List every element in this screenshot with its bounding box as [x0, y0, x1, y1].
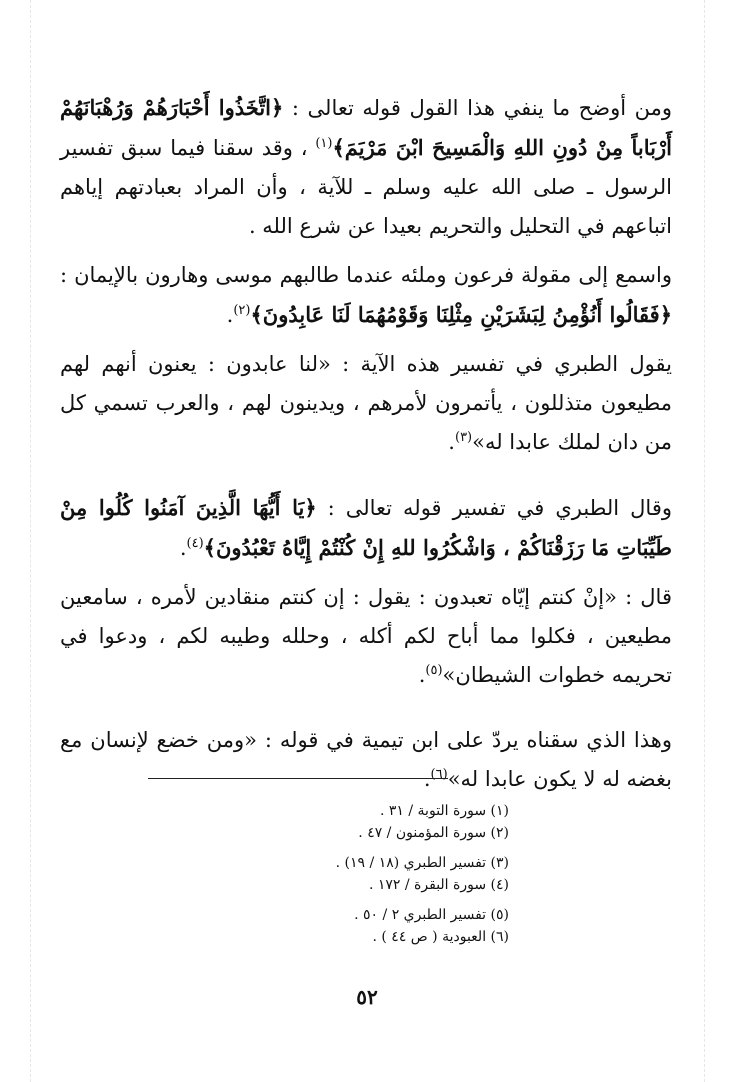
paragraph-text: . — [423, 767, 431, 791]
footnote-item: (١) سورة التوبة / ٣١ . — [379, 803, 509, 819]
footnote-item: (٤) سورة البقرة / ١٧٢ . — [368, 877, 509, 893]
footnote-ref: (٥) — [425, 663, 443, 678]
quran-verse: ﴿فَقَالُوا أَنُؤْمِنُ لِبَشَرَيْنِ مِثْلِنَا وَقَوْمُهُمَا لَنَا عَابِدُونَ﴾ — [250, 302, 672, 327]
paragraph-text: وقال الطبري في تفسير قوله تعالى : — [316, 496, 672, 520]
footnote-item: (٢) سورة المؤمنون / ٤٧ . — [358, 825, 509, 841]
paragraph-text: قال : «إنْ كنتم إيّاه تعبدون : يقول : إن كنتم منقادين لأمره ، سامعين مطيعين ، فكلوا مما أباح لكم أكله ، وحلله وطيبه لكم ، ودعوا في تحريمه خطوات الشيطان» — [60, 585, 672, 687]
paragraph-4 — [60, 488, 672, 568]
paragraph-text: . — [179, 536, 187, 560]
paragraph-5 — [60, 578, 672, 695]
paragraph-text: . — [226, 303, 234, 327]
quran-verse: ﴿اتَّخَذُوا أَحْبَارَهُمْ وَرُهْبَانَهُمْ أَرْبَاباً مِنْ دُونِ اللهِ وَالْمَسِيحَ ابْنَ مَرْيَمَ﴾ — [60, 95, 672, 160]
paragraph-text: ومن أوضح ما ينفي هذا القول قوله تعالى : — [283, 96, 673, 120]
paragraph-text: ، وقد سقنا فيما سبق تفسير الرسول ـ صلى الله عليه وسلم ـ للآية ، وأن المراد بعبادتهم إياهم اتباعهم في التحليل والتحريم بعيدا عن شرع الله . — [60, 136, 672, 238]
footnote-item: (٣) تفسير الطبري (١٨ / ١٩) . — [335, 855, 509, 871]
paragraph-1 — [60, 88, 672, 246]
footnote-divider — [148, 778, 448, 779]
footnote-item: (٦) العبودية ( ص ٤٤ ) . — [372, 929, 509, 945]
footnote-ref: (٣) — [454, 430, 473, 445]
paragraph-2 — [60, 256, 672, 335]
page-number: ٥٢ — [356, 985, 378, 1009]
footnotes-list — [309, 800, 509, 948]
footnote-ref: (٦) — [430, 767, 448, 782]
footnote-ref: (٤) — [186, 536, 204, 551]
paragraph-text: وهذا الذي سقناه يردّ على ابن تيمية في قوله : «ومن خضع لإنسان مع بغضه له لا يكون عابدا له» — [60, 728, 672, 791]
paragraph-text: يقول الطبري في تفسير هذه الآية : «لنا عابدون : يعنون أنهم لهم مطيعون متذللون ، يأتمرون لأمرهم ، ويدينون لهم ، والعرب تسمي كل من دان لملك عابدا له» — [60, 352, 672, 454]
paragraph-text: . — [418, 663, 426, 687]
paragraph-3 — [60, 345, 672, 462]
page-edge-left — [30, 0, 31, 1082]
paragraph-text: . — [448, 430, 455, 454]
footnote-ref: (٢) — [233, 303, 251, 318]
page-edge-right — [704, 0, 705, 1082]
footnote-item: (٥) تفسير الطبري ٢ / ٥٠ . — [354, 907, 509, 923]
footnote-ref: (١) — [315, 136, 333, 151]
paragraph-6 — [60, 721, 672, 799]
paragraph-text: واسمع إلى مقولة فرعون وملئه عندما طالبهم موسى وهارون بالإيمان : — [60, 263, 672, 287]
quran-verse: ﴿يَا أَيُّهَا الَّذِينَ آمَنُوا كُلُوا مِنْ طَيِّبَاتِ مَا رَزَقْنَاكُمْ ، وَاشْكُرُوا للهِ إِنْ كُنْتُمْ إِيَّاهُ تَعْبُدُونَ﴾ — [60, 495, 672, 560]
